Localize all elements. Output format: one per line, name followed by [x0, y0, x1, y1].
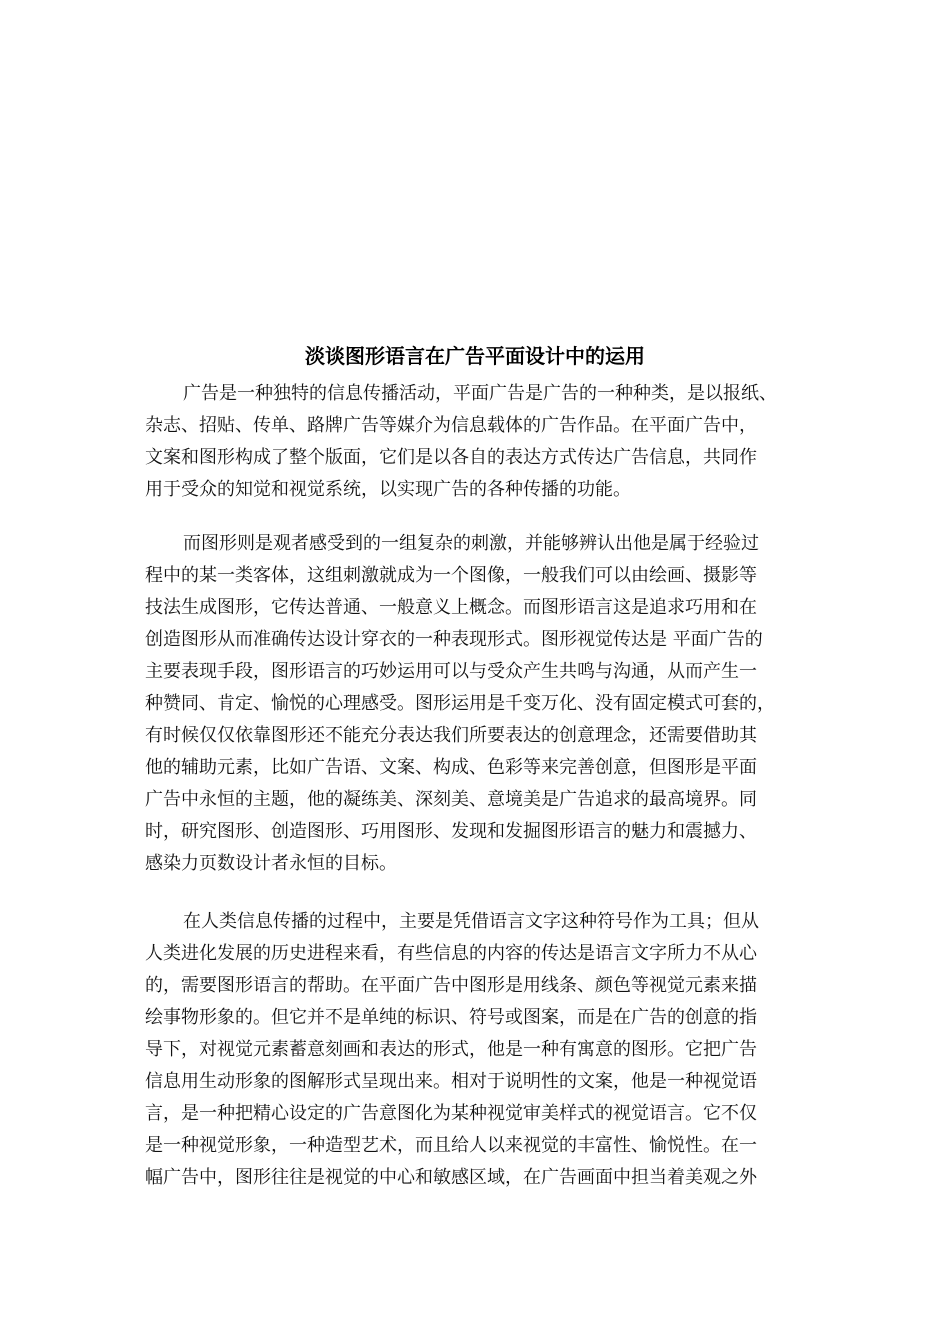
paragraph-line: 广告中永恒的主题，他的凝练美、深刻美、意境美是广告追求的最高境界。同 [145, 789, 757, 810]
paragraph-line: 程中的某一类客体，这组刺激就成为一个图像，一般我们可以由绘画、摄影等 [145, 565, 757, 586]
paragraph-line: 时，研究图形、创造图形、巧用图形、发现和发掘图形语言的魅力和震撼力、 [145, 821, 757, 842]
paragraph-line: 有时候仅仅依靠图形还不能充分表达我们所要表达的创意理念，还需要借助其 [145, 725, 757, 746]
paragraph-line: 文案和图形构成了整个版面，它们是以各自的表达方式传达广告信息，共同作 [145, 447, 757, 468]
paragraph-3 [145, 906, 810, 1194]
paragraph-line: 绘事物形象的。但它并不是单纯的标识、符号或图案，而是在广告的创意的指 [145, 1007, 757, 1028]
document-title: 淡谈图形语言在广告平面设计中的运用 [305, 344, 645, 368]
paragraph-line: 而图形则是观者感受到的一组复杂的刺激，并能够辨认出他是属于经验过 [183, 533, 759, 554]
paragraph-line: 是一种视觉形象，一种造型艺术，而且给人以来视觉的丰富性、愉悦性。在一 [145, 1135, 757, 1156]
paragraph-line: 种赞同、肯定、愉悦的心理感受。图形运用是千变万化、没有固定模式可套的， [145, 693, 775, 714]
paragraph-line: 感染力页数设计者永恒的目标。 [145, 853, 397, 874]
paragraph-line: 导下，对视觉元素蓄意刻画和表达的形式，他是一种有寓意的图形。它把广告 [145, 1039, 757, 1060]
paragraph-line: 技法生成图形，它传达普通、一般意义上概念。而图形语言这是追求巧用和在 [145, 597, 757, 618]
paragraph-line: 言，是一种把精心设定的广告意图化为某种视觉审美样式的视觉语言。它不仅 [145, 1103, 757, 1124]
paragraph-line: 幅广告中，图形往往是视觉的中心和敏感区域，在广告画面中担当着美观之外 [145, 1167, 757, 1188]
paragraph-line: 在人类信息传播的过程中，主要是凭借语言文字这种符号作为工具；但从 [183, 911, 759, 932]
paragraph-line: 用于受众的知觉和视觉系统，以实现广告的各种传播的功能。 [145, 479, 631, 500]
paragraph-line: 广告是一种独特的信息传播活动，平面广告是广告的一种种类，是以报纸、 [183, 383, 777, 404]
paragraph-line: 人类进化发展的历史进程来看，有些信息的内容的传达是语言文字所力不从心 [145, 943, 757, 964]
paragraph-line: 创造图形从而准确传达设计穿衣的一种表现形式。图形视觉传达是 平面广告的 [145, 629, 763, 650]
paragraph-1 [145, 378, 810, 506]
paragraph-line: 他的辅助元素，比如广告语、文案、构成、色彩等来完善创意，但图形是平面 [145, 757, 757, 778]
paragraph-line: 主要表现手段，图形语言的巧妙运用可以与受众产生共鸣与沟通，从而产生一 [145, 661, 757, 682]
paragraph-2 [145, 528, 810, 880]
paragraph-line: 杂志、招贴、传单、路牌广告等媒介为信息载体的广告作品。在平面广告中， [145, 415, 757, 436]
paragraph-line: 的，需要图形语言的帮助。在平面广告中图形是用线条、颜色等视觉元素来描 [145, 975, 757, 996]
paragraph-line: 信息用生动形象的图解形式呈现出来。相对于说明性的文案，他是一种视觉语 [145, 1071, 757, 1092]
